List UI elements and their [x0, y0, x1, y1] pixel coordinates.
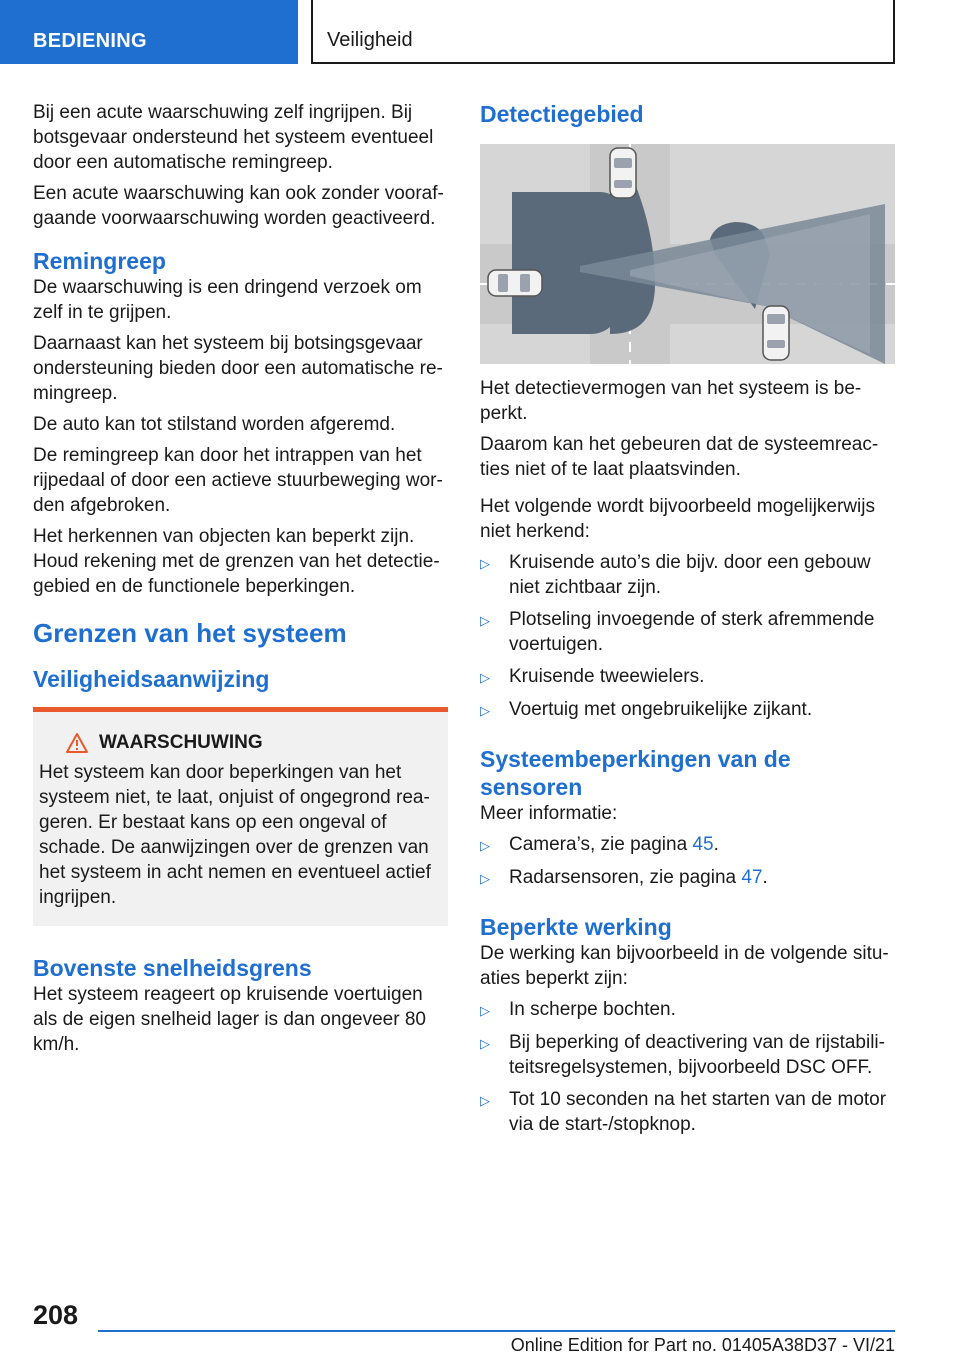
not-detected-list	[480, 550, 895, 723]
page-reference-link[interactable]: 47	[741, 867, 763, 888]
list-item	[480, 1030, 895, 1080]
list-item-text: Kruisende tweewielers.	[509, 666, 705, 687]
detectie-paragraph-3: Het volgende wordt bijvoorbeeld mogelijkerwijs niet herkend:	[480, 496, 875, 542]
list-item	[480, 550, 895, 600]
remingreep-paragraph-4: De remingreep kan door het intrappen van het rijpedaal of door een actieve stuurbeweging worden afgebroken.	[33, 445, 443, 516]
list-item	[480, 865, 895, 891]
intro-paragraph-1: Bij een acute waarschuwing zelf ingrijpen. Bij botsgevaar ondersteund het systeem eventueel door een automatische remingreep.	[33, 102, 434, 173]
list-item-text: In scherpe bochten.	[509, 999, 676, 1020]
list-item	[480, 697, 895, 723]
remingreep-paragraph-5: Het herkennen van objecten kan beperkt zijn. Houd rekening met de grenzen van het detectiegebied en de functionele beperkingen.	[33, 526, 440, 597]
triangle-right-icon: ▷	[480, 703, 490, 718]
remingreep-paragraph-2: Daarnaast kan het systeem bij botsingsgevaar ondersteuning bieden door een automatische remingreep.	[33, 333, 443, 404]
sensoren-heading: Systeembeperkingen van de sensoren	[480, 746, 791, 800]
list-item-text: Voertuig met ongebruikelijke zijkant.	[509, 699, 813, 720]
triangle-right-icon: ▷	[480, 1093, 490, 1108]
triangle-right-icon: ▷	[480, 871, 490, 886]
list-item-text: Plotseling invoegende of sterk afremmende voertuigen.	[509, 609, 875, 655]
warning-text: Het systeem kan door beperkingen van het systeem niet, te laat, onjuist of ongegrond reageren. Er bestaat kans op een ongeval of schade. De aanwijzingen over de grenzen van het systeem in acht nemen en eventueel actief ingrijpen.	[39, 762, 431, 908]
car-own-icon	[763, 306, 789, 360]
header-section-tab	[0, 0, 298, 64]
header-chapter-label: Veiligheid	[327, 29, 413, 51]
sensoren-list	[480, 832, 895, 891]
list-item-text: Kruisende auto’s die bijv. door een gebouw niet zichtbaar zijn.	[509, 552, 871, 598]
detectie-heading: Detectiegebied	[480, 101, 644, 127]
werking-heading: Beperkte werking	[480, 914, 672, 940]
right-column	[480, 100, 895, 1144]
page-number: 208	[33, 1300, 79, 1330]
detectie-paragraph-1: Het detectievermogen van het systeem is beperkt.	[480, 378, 862, 424]
triangle-right-icon: ▷	[480, 670, 490, 685]
list-item-text: Radarsensoren, zie pagina	[509, 867, 742, 888]
warning-title-row	[39, 732, 436, 754]
list-item-text: Bij beperking of deactivering van de rijstabiliteitsregelsystemen, bijvoorbeeld DSC OFF.	[509, 1032, 885, 1078]
list-item	[480, 1087, 895, 1137]
intro-paragraph-2: Een acute waarschuwing kan ook zonder voorafgaande voorwaarschuwing worden geactiveerd.	[33, 183, 444, 229]
list-item-text: Camera’s, zie pagina	[509, 834, 693, 855]
warning-title: WAARSCHUWING	[99, 732, 263, 753]
warning-triangle-icon	[65, 732, 89, 754]
detection-area-illustration	[480, 144, 895, 364]
snelheid-heading: Bovenste snelheidsgrens	[33, 955, 312, 981]
warning-box	[33, 707, 448, 926]
car-top-icon	[610, 148, 636, 198]
list-item-text: Tot 10 seconden na het starten van de motor via de start-/stopknop.	[509, 1089, 887, 1135]
grenzen-heading: Grenzen van het systeem	[33, 618, 347, 648]
triangle-right-icon: ▷	[480, 613, 490, 628]
triangle-right-icon: ▷	[480, 1003, 490, 1018]
car-left-icon	[488, 270, 542, 296]
header-chapter-box	[311, 0, 895, 64]
werking-list	[480, 997, 895, 1137]
remingreep-heading: Remingreep	[33, 248, 166, 274]
list-item-suffix: .	[762, 867, 768, 888]
header-section-label: BEDIENING	[33, 30, 147, 52]
list-item	[480, 664, 895, 690]
footer-divider	[98, 1330, 895, 1332]
werking-intro: De werking kan bijvoorbeeld in de volgende situaties beperkt zijn:	[480, 943, 889, 989]
veiligheid-heading: Veiligheidsaanwijzing	[33, 666, 270, 692]
remingreep-paragraph-3: De auto kan tot stilstand worden afgeremd.	[33, 414, 396, 435]
snelheid-paragraph: Het systeem reageert op kruisende voertuigen als de eigen snelheid lager is dan ongeveer 80 km/h.	[33, 984, 426, 1055]
left-column	[33, 100, 448, 1063]
list-item	[480, 832, 895, 858]
list-item	[480, 607, 895, 657]
footer-edition: Online Edition for Part no. 01405A38D37 - VI/21	[510, 1335, 895, 1355]
sensoren-intro: Meer informatie:	[480, 803, 618, 824]
list-item-suffix: .	[713, 834, 719, 855]
triangle-right-icon: ▷	[480, 838, 490, 853]
triangle-right-icon: ▷	[480, 556, 490, 571]
page-reference-link[interactable]: 45	[692, 834, 714, 855]
remingreep-paragraph-1: De waarschuwing is een dringend verzoek om zelf in te grijpen.	[33, 277, 422, 323]
detectie-paragraph-2: Daarom kan het gebeuren dat de systeemreacties niet of te laat plaatsvinden.	[480, 434, 879, 480]
triangle-right-icon: ▷	[480, 1036, 490, 1051]
list-item	[480, 997, 895, 1023]
